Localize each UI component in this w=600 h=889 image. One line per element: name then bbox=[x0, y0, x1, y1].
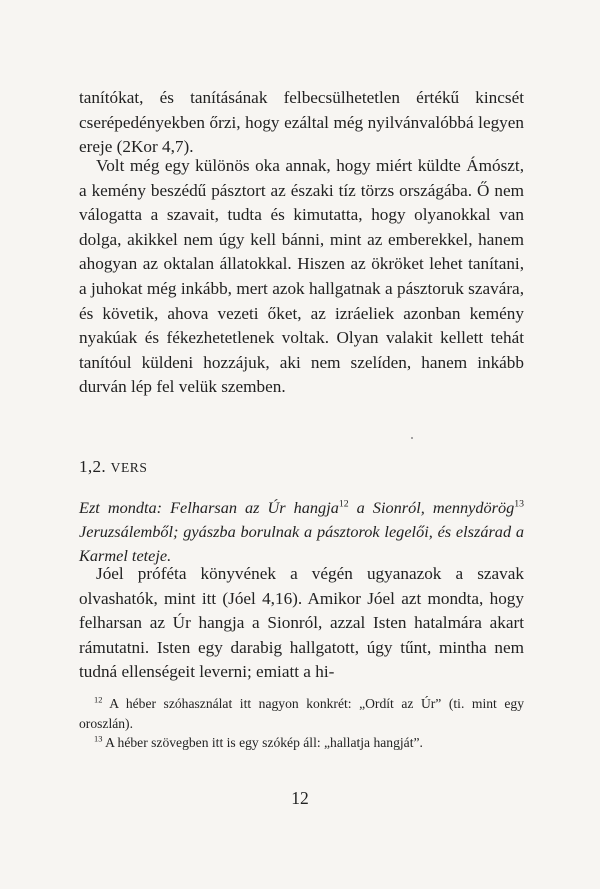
paragraph-continued bbox=[79, 86, 524, 160]
footnote-13 bbox=[79, 733, 524, 753]
footnote-text: A héber szövegben itt is egy szókép áll: „hallatja hangját”. bbox=[102, 735, 423, 750]
footnotes bbox=[79, 694, 524, 753]
footnote-12 bbox=[79, 694, 524, 733]
footnote-ref-12[interactable]: 12 bbox=[338, 498, 349, 510]
scripture-quote bbox=[79, 496, 524, 569]
paragraph-amos bbox=[79, 154, 524, 400]
verse-label: VERS bbox=[110, 460, 148, 475]
print-speck bbox=[411, 437, 413, 439]
paragraph-text: tanítókat, és tanításának felbecsülhetetlen értékű kincsét cserépedényekben őrzi, hogy ezáltal még nyilvánvalóbbá legyen ereje (2Kor 4,7). bbox=[79, 88, 524, 157]
paragraph-text: Volt még egy különös oka annak, hogy miért küldte Ámószt, a kemény beszédű pásztort az északi tíz törzs országába. Ő nem válogatta a szavait, tudta és kimutatta, hogy olyanokkal van dolga, akikkel nem úgy kell bánni, mint az emberekkel, hanem ahogyan az oktalan állatokkal. Hiszen az ökröket lehet tanítani, a juhokat még inkább, mert azok hallgatnak a pásztoruk szavára, és követik, ahova vezeti őket, az izráeliek azonban kemény nyakúak és fékezhetetlenek voltak. Olyan valakit kellett tehát tanítóul küldeni hozzájuk, aki nem szelíden, hanem inkább durván lép fel velük szemben. bbox=[79, 156, 524, 397]
quote-part-3: Jeruzsálemből; gyászba borulnak a pásztorok legelői, és elszárad a Karmel teteje. bbox=[79, 522, 524, 566]
paragraph-text: Jóel próféta könyvének a végén ugyanazok a szavak olvashatók, mint itt (Jóel 4,16). Amikor Jóel azt mondta, hogy felharsan az Úr hangja a Sionról, azzal Isten hatalmára akart rámutatni. Isten egy darabig hallgatott, úgy tűnt, mintha nem tudná ellenségeit leverni; emiatt a hi- bbox=[79, 564, 524, 682]
verse-heading bbox=[79, 455, 148, 480]
footnote-ref-13[interactable]: 13 bbox=[514, 498, 524, 510]
page-number: 12 bbox=[291, 788, 309, 808]
footnote-number: 13 bbox=[94, 733, 103, 744]
verse-number: 1,2. bbox=[79, 457, 106, 476]
quote-part-1: Ezt mondta: Felharsan az Úr hangja bbox=[79, 498, 339, 517]
footnote-number: 12 bbox=[94, 694, 103, 705]
quote-part-2: a Sionról, mennydörög bbox=[348, 498, 515, 517]
footnote-text: A héber szóhasználat itt nagyon konkrét: „Ordít az Úr” (ti. mint egy oroszlán). bbox=[79, 696, 524, 731]
paragraph-joel bbox=[79, 562, 524, 685]
